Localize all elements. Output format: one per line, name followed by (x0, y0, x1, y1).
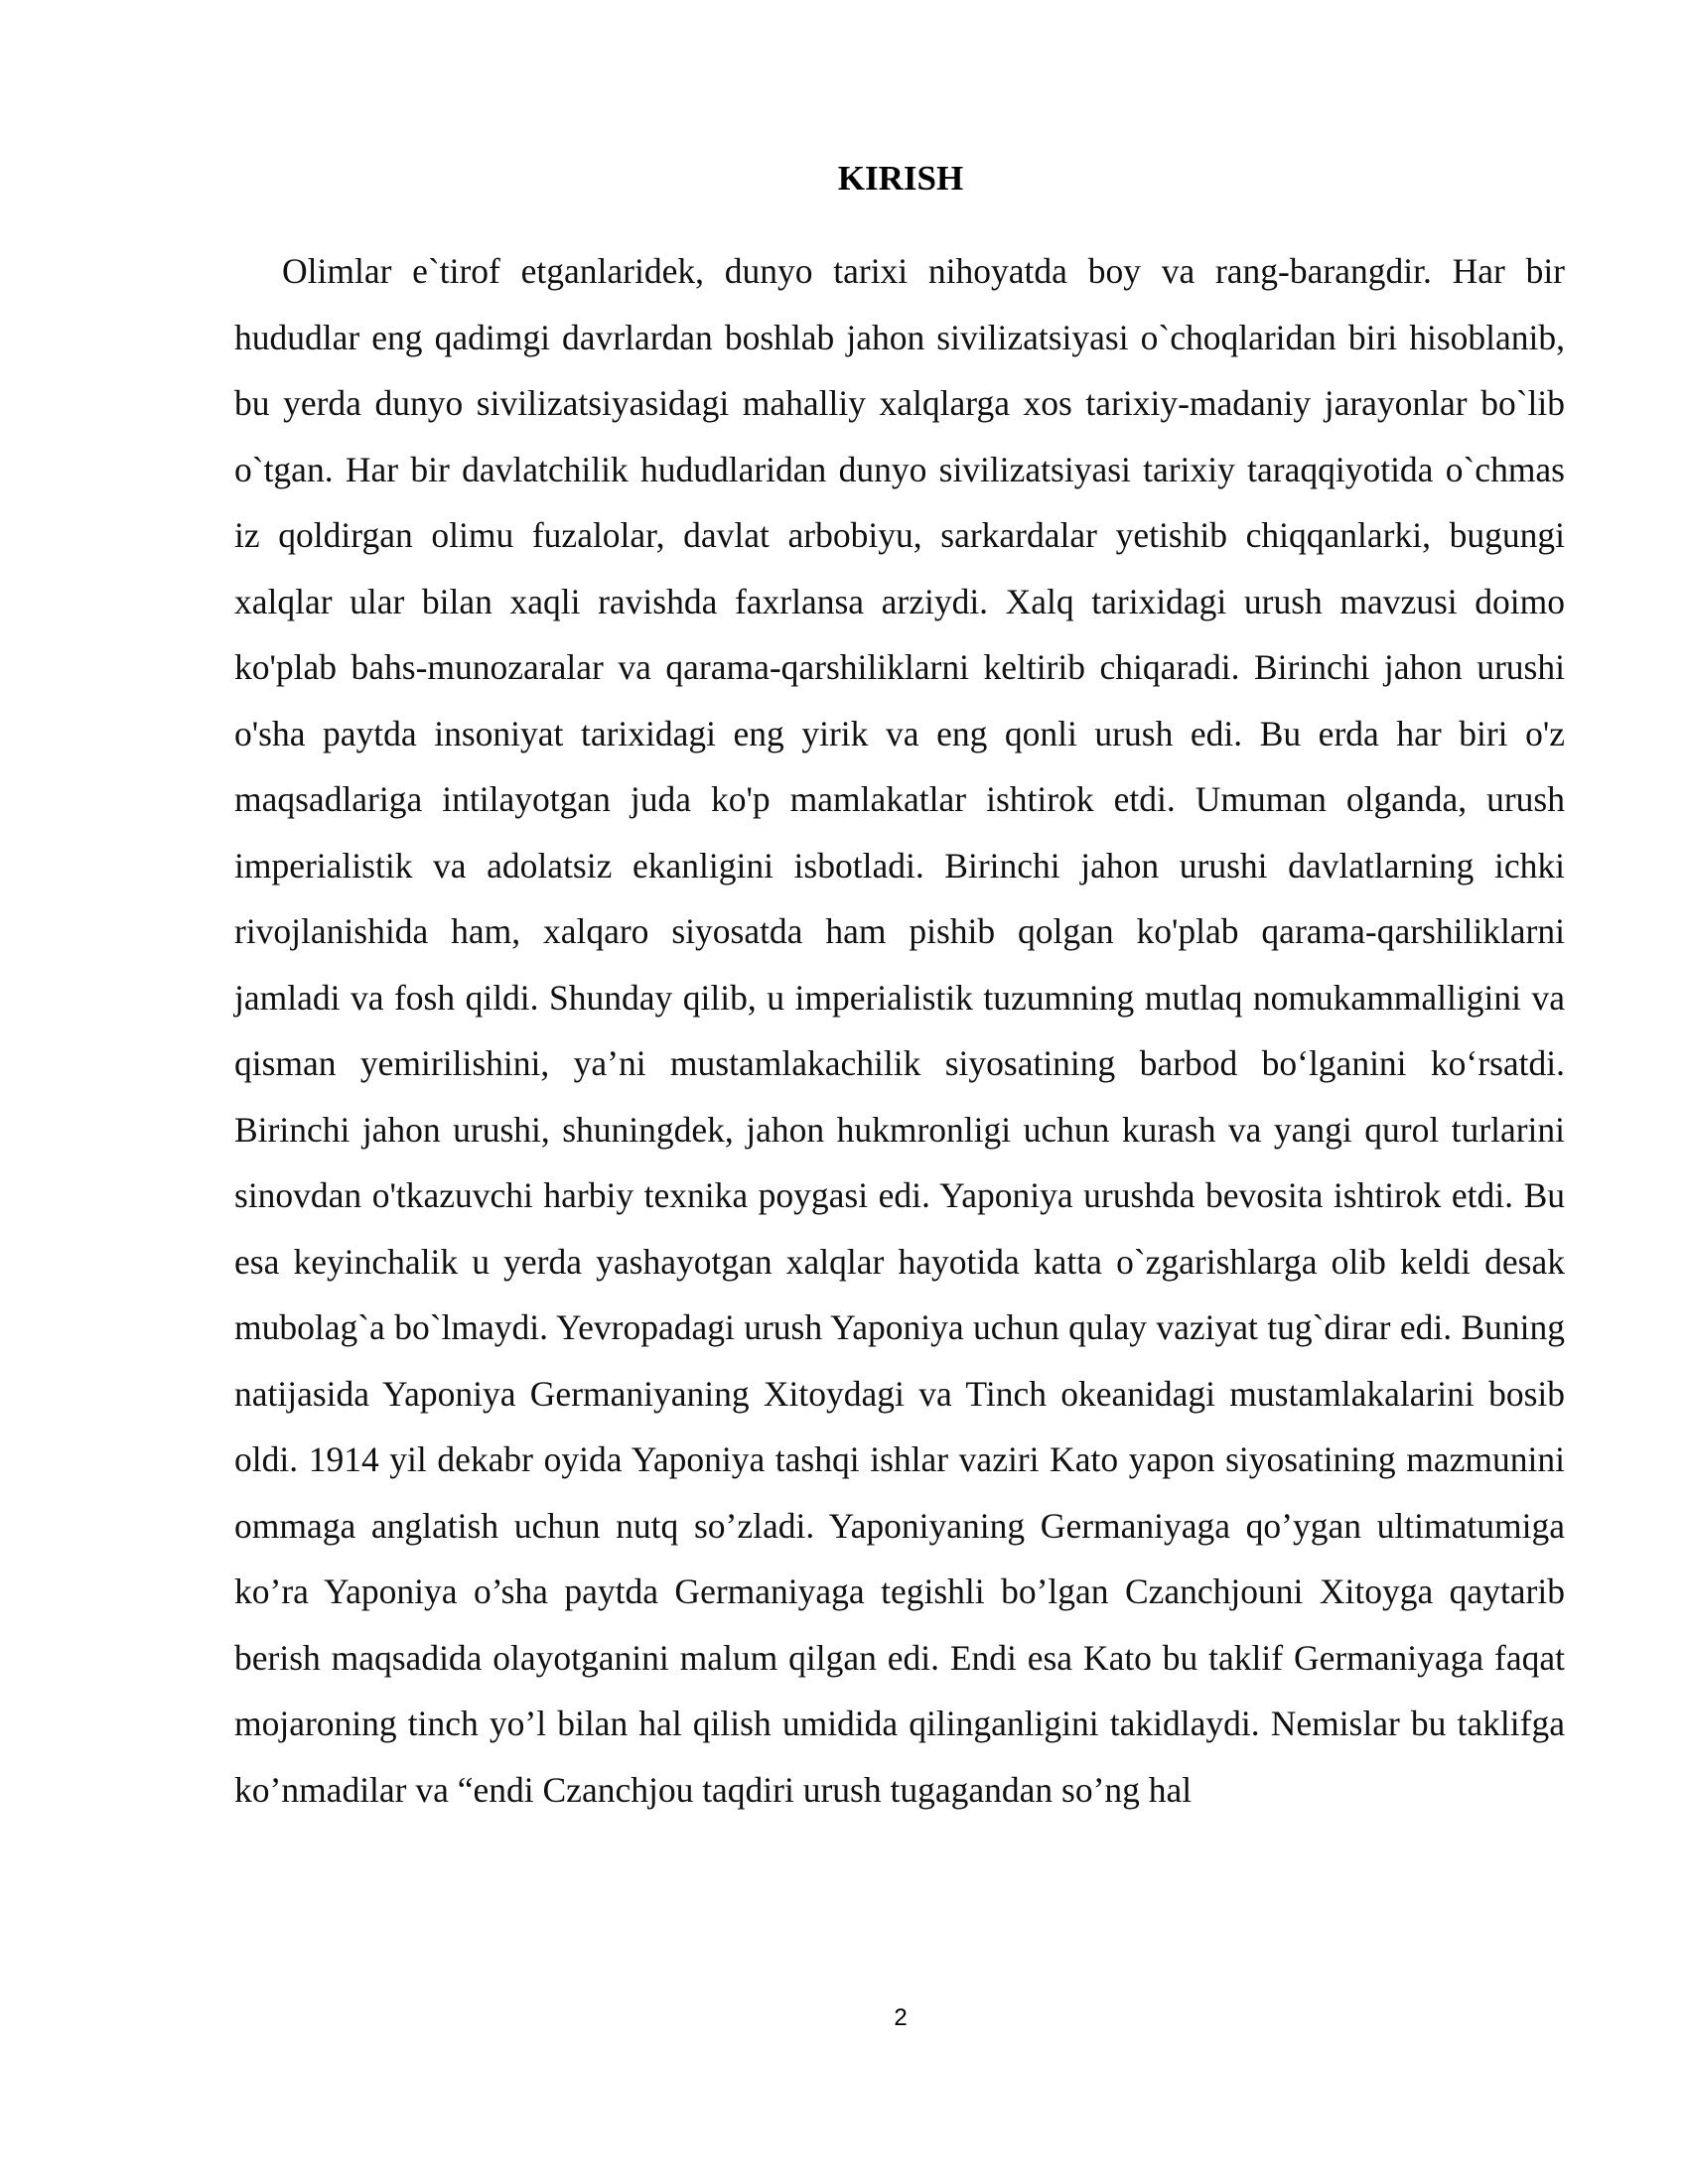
body-paragraph: Olimlar e`tirof etganlaridek, dunyo tarixi nihoyatda boy va rang-barangdir. Har bir hududlar eng qadimgi davrlardan boshlab jahon sivilizatsiyasi o`choqlaridan biri hisoblanib, bu yerda dunyo sivilizatsiyasidagi mahalliy xalqlarga xos tarixiy-madaniy jarayonlar bo`lib o`tgan. Har bir davlatchilik hududlaridan dunyo sivilizatsiyasi tarixiy taraqqiyotida o`chmas iz qoldirgan olimu fuzalolar, davlat arbobiyu, sarkardalar yetishib chiqqanlarki, bugungi xalqlar ular bilan xaqli ravishda faxrlansa arziydi. Xalq tarixidagi urush mavzusi doimo ko'plab bahs-munozaralar va qarama-qarshiliklarni keltirib chiqaradi. Birinchi jahon urushi o'sha paytda insoniyat tarixidagi eng yirik va eng qonli urush edi. Bu erda har biri o'z maqsadlariga intilayotgan juda ko'p mamlakatlar ishtirok etdi. Umuman olganda, urush imperialistik va adolatsiz ekanligini isbotladi. Birinchi jahon urushi davlatlarning ichki rivojlanishida ham, xalqaro siyosatda ham pishib qolgan ko'plab qarama-qarshiliklarni jamladi va fosh qildi. Shunday qilib, u imperialistik tuzumning mutlaq nomukammalligini va qisman yemirilishini, ya’ni mustamlakachilik siyosatining barbod bo‘lganini ko‘rsatdi. Birinchi jahon urushi, shuningdek, jahon hukmronligi uchun kurash va yangi qurol turlarini sinovdan o'tkazuvchi harbiy texnika poygasi edi. Yaponiya urushda bevosita ishtirok etdi. Bu esa keyinchalik u yerda yashayotgan xalqlar hayotida katta o`zgarishlarga olib keldi desak mubolag`a bo`lmaydi. Yevropadagi urush Yaponiya uchun qulay vaziyat tug`dirar edi. Buning natijasida Yaponiya Germaniyaning Xitoydagi va Tinch okeanidagi mustamlakalarini bosib oldi. 1914 yil dekabr oyida Yaponiya tashqi ishlar vaziri Kato yapon siyosatining mazmunini ommaga anglatish uchun nutq so’zladi. Yaponiyaning Germaniyaga qo’ygan ultimatumiga ko’ra Yaponiya o’sha paytda Germaniyaga tegishli bo’lgan Czanchjouni Xitoyga qaytarib berish maqsadida olayotganini malum qilgan edi. Endi esa Kato bu taklif Germaniyaga faqat mojaroning tinch yo’l bilan hal qilish umidida qilinganligini takidlaydi. Nemislar bu taklifga ko’nmadilar va “endi Czanchjou taqdiri urush tugagandan so’ng hal (234, 251, 1565, 1810)
page-number: 2 (894, 2004, 908, 2031)
section-heading: KIRISH (837, 159, 964, 198)
